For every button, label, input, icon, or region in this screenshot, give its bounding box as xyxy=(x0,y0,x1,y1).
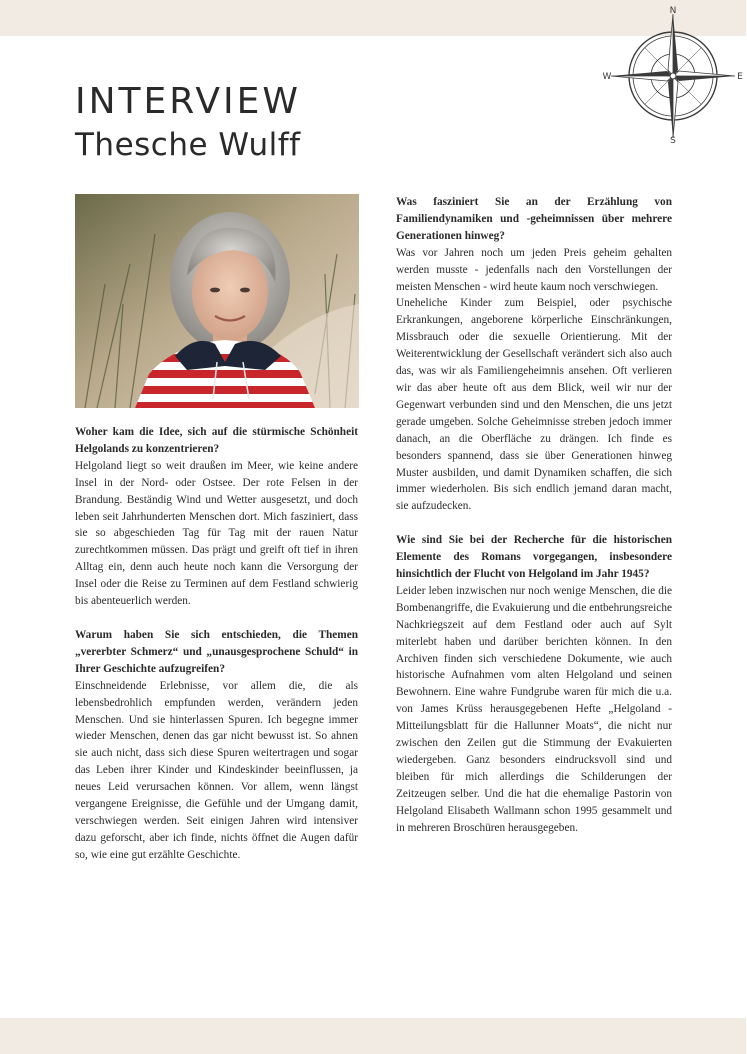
answer-4: Leider leben inzwischen nur noch wenige Menschen, die die Bombenangriffe, die Evakuierung und die entbehrungsreiche Nachkriegszeit auf dem Festland oder auch auf Sylt miterlebt haben und darüber berichten können. In den Archiven finden sich verschiedene Dokumente, wie auch historische Aufnahmen vom alten Helgoland und seinen Bewohnern. Eine wahre Fundgrube waren für mich die u.a. von James Krüss herausgegebenen Hefte „Helgoland - Mitteilungsblatt für die Hallunner Moats“, die nicht nur zwischen den Zeilen gut die Stimmung der Evakuierten wiedergeben. Ganz besonders eindrucksvoll sind und bleiben für mich allerdings die Schilderungen der Zeitzeugen selber. Und die hat die ehemalige Pastorin von Helgoland Elisabeth Wallmann schon 1995 gesammelt und in mehreren Broschüren herausgegeben. xyxy=(396,584,672,834)
question-1: Woher kam die Idee, sich auf die stürmische Schönheit Helgolands zu konzentrieren? xyxy=(75,426,358,455)
compass-label-s: S xyxy=(670,136,676,146)
question-3: Was fasziniert Sie an der Erzählung von Familiendynamiken und -geheimnissen über mehrere Generationen hinweg? xyxy=(396,196,672,242)
bottom-band xyxy=(0,1018,746,1054)
question-2: Warum haben Sie sich entschieden, die Themen „vererbter Schmerz“ und „unausgesprochene Schuld“ in Ihrer Geschichte aufzugreifen? xyxy=(75,628,358,675)
answer-3: Was vor Jahren noch um jeden Preis geheim gehalten werden musste - jedenfalls nach den Vorstellungen der meisten Menschen - wird heute kaum noch verschwiegen. xyxy=(396,246,672,293)
compass-label-e: E xyxy=(737,72,743,82)
portrait-photo xyxy=(69,194,359,408)
photo-credit: Thorsten Wulff xyxy=(69,322,77,374)
answer-3-continued: Uneheliche Kinder zum Beispiel, oder psychische Erkrankungen, angeborene körperliche Einschränkungen, Missbrauch oder die sexuelle Orientierung. Mit der Weiterentwicklung der Gesellschaft verändert sich also auch das, was wir als Familiengeheimnis ansehen. Oft verlieren wir das aber heute oft aus dem Blick, weil wir nur der Gegenwart verbunden sind und den Menschen, die uns jetzt gerade umgeben. Solche Geheimnisse streben jedoch immer danach, an die Oberfläche zu drängen. Ich finde es besonders spannend, dass sie über Generationen hinweg Muster ausbilden, und damit Dynamiken schaffen, die sich immer wiederholen. Bis sich endlich jemand daran macht, sie aufzudecken. xyxy=(396,297,672,513)
right-column xyxy=(396,194,672,837)
question-4: Wie sind Sie bei der Recherche für die historischen Elemente des Romans vorgegangen, insbesondere hinsichtlich der Flucht von Helgoland im Jahr 1945? xyxy=(396,534,672,581)
answer-2: Einschneidende Erlebnisse, vor allem die, die als lebensbedrohlich empfunden werden, verändern jeden Menschen. Und sie hinterlassen Spuren. Ich begegne immer wieder Menschen, denen das gar nicht bewusst ist. So ahnen sie auch nicht, dass sich diese Spuren weitertragen und sogar das Leben ihrer Kinder und Kindeskinder beeinflussen, ja neues Leid verursachen können. Vor allem, wenn längst vergangene Ereignisse, die Gefühle und der Umgang damit, verschwiegen werden. Seit einigen Jahren wird intensiver dazu geforscht, aber ich finde, nichts öffnet die Augen dafür so, wie eine gut erzählte Geschichte. xyxy=(75,679,358,861)
page-title: INTERVIEW xyxy=(75,81,301,122)
answer-1: Helgoland liegt so weit draußen im Meer, wie keine andere Insel in der Nord- oder Ostsee. Der rote Felsen in der Brandung. Beständig Wind und Wetter ausgesetzt, und doch leben seit Jahrhunderten Menschen dort. Mich fasziniert, dass sie so abgeschieden Tag für Tag mit der rauen Natur zurechtkommen müssen. Das prägt und greift oft tief in ihren Alltag ein, denn auch heute noch kann die Versorgung der Insel oder die Reise zu Terminen auf dem Festland schwierig bis abenteuerlich werden. xyxy=(75,459,358,608)
compass-label-n: N xyxy=(669,6,677,16)
compass-rose-icon xyxy=(597,4,747,146)
interviewee-name: Thesche Wulff xyxy=(75,127,301,163)
compass-label-w: W xyxy=(602,72,612,82)
left-column xyxy=(75,424,358,864)
